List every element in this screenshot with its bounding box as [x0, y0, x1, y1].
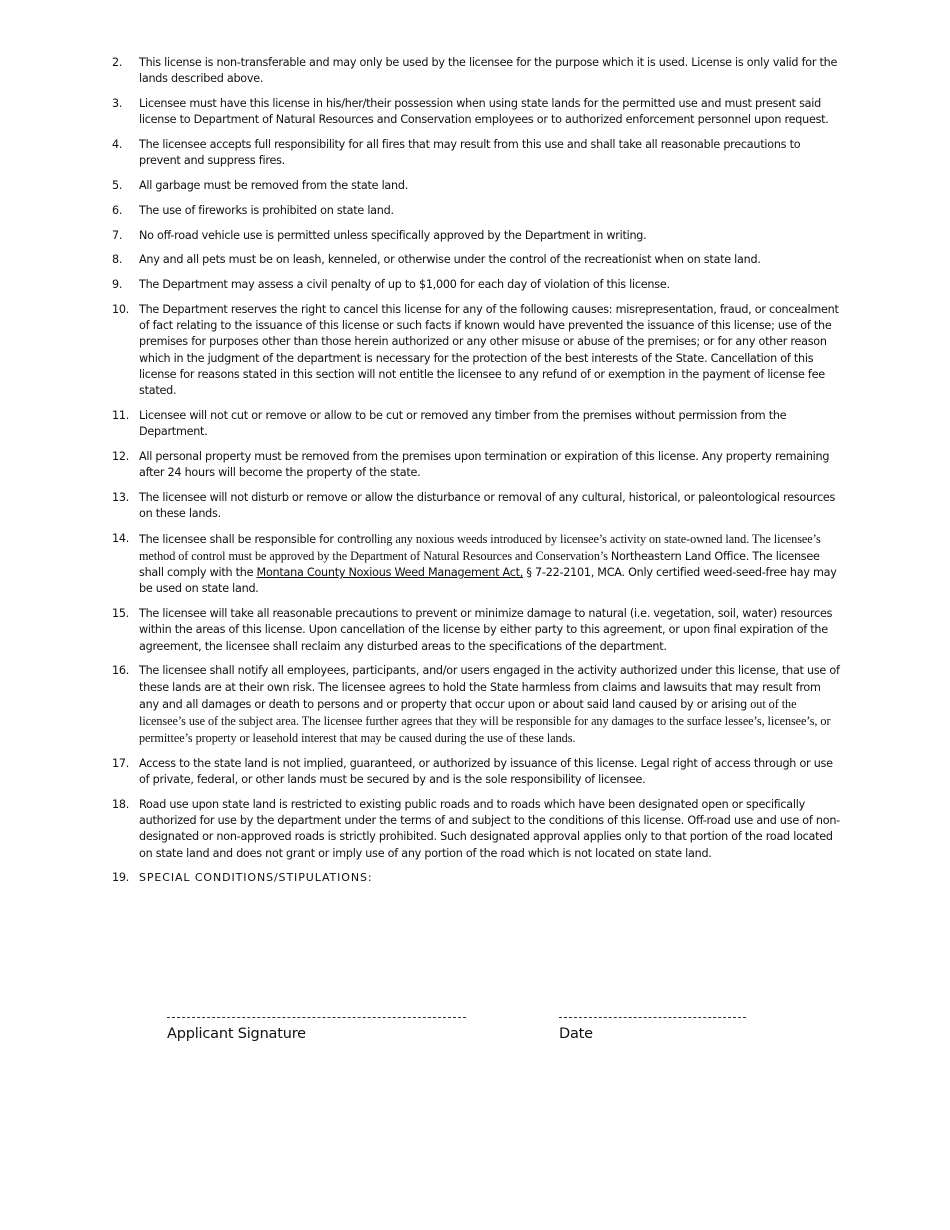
term-text: This license is non-transferable and may only be used by the licensee for the purpose which it is used. License is only valid for the lands described above. [139, 56, 838, 86]
term-9 [112, 277, 840, 293]
term-number: 11. [112, 408, 130, 422]
term-text: No off-road vehicle use is permitted unless specifically approved by the Department in writing. [139, 228, 647, 242]
term-4 [112, 137, 840, 169]
term-text [139, 531, 840, 598]
term-number: 13. [112, 490, 130, 504]
applicant-signature-line[interactable] [167, 1017, 466, 1018]
term-text: The licensee accepts full responsibility for all fires that may result from this use and shall take all reasonable precautions to prevent and suppress fires. [139, 138, 801, 168]
date-line[interactable] [559, 1017, 746, 1018]
special-conditions-heading: SPECIAL CONDITIONS/STIPULATIONS: [139, 871, 373, 885]
term-text: The licensee will not disturb or remove or allow the disturbance or removal of any cultural, historical, or paleontological resources on these lands. [139, 490, 836, 520]
term-number: 15. [112, 607, 130, 621]
term-number: 19. [112, 871, 130, 885]
term-text: Any and all pets must be on leash, kenneled, or otherwise under the control of the recreationist when on state land. [139, 253, 761, 267]
term-8 [112, 252, 840, 268]
term-3 [112, 96, 840, 128]
term-10 [112, 302, 840, 399]
term-number: 9. [112, 278, 123, 292]
term-5 [112, 178, 840, 194]
term-17 [112, 756, 840, 788]
term-7 [112, 228, 840, 244]
term-text-part: The licensee shall notify all employees, participants, and/or users engaged in the activity authorized under this license, that use of these lands are at their own risk. The licensee agrees to hold the State harmless from claims and lawsuits that may result from any and all damages or death to persons and or property that occur upon or about said land caused by or arising [139, 664, 840, 711]
term-6 [112, 203, 840, 219]
term-text-part: The licensee shall be responsible for controll [139, 532, 377, 546]
weed-act-link[interactable]: Montana County Noxious Weed Management Act, [256, 566, 524, 580]
term-19 [112, 870, 840, 886]
term-14 [112, 531, 840, 598]
term-number: 17. [112, 757, 130, 771]
term-text: All personal property must be removed from the premises upon termination or expiration of this license. Any property remaining after 24 hours will become the property of the state. [139, 449, 830, 479]
term-12 [112, 449, 840, 481]
term-number: 2. [112, 56, 123, 69]
term-text: The licensee will take all reasonable precautions to prevent or minimize damage to natural (i.e. vegetation, soil, water) resources within the areas of this license. Upon cancellation of the license by either party to this agreement, or upon final expiration of the agreement, the licensee shall reclaim any disturbed areas to the specifications of the department. [139, 607, 833, 653]
term-13 [112, 490, 840, 522]
term-text-part: § 7-22-2101, MCA. Only certified weed-seed-free hay may be used on state land. [139, 566, 837, 596]
term-11 [112, 408, 840, 440]
date-label: Date [559, 1026, 593, 1042]
term-number: 4. [112, 138, 123, 151]
term-number: 14. [112, 531, 130, 545]
term-text [139, 663, 840, 747]
term-number: 12. [112, 449, 130, 463]
term-number: 16. [112, 664, 130, 678]
license-terms-list [112, 55, 840, 895]
term-text-part: ing any noxious weeds introduced by licensee’s activity on state-owned land. The licensee’s method of control must be approved by the Department of Natural Resources and Conservation’s [139, 531, 821, 563]
term-number: 3. [112, 97, 123, 110]
term-text: The use of fireworks is prohibited on state land. [139, 203, 394, 217]
term-text-part: Northeastern Land Office. The licensee shall comply with the [139, 550, 820, 580]
term-2 [112, 55, 840, 87]
term-number: 5. [112, 179, 123, 192]
term-text-part: out of the licensee’s use of the subject area. The licensee further agrees that they will be responsible for any damages to the surface lessee’s, licensee’s, or permittee’s property or leasehold interest that may be caused during the use of these lands. [139, 696, 831, 746]
term-number: 6. [112, 203, 123, 217]
term-text: The Department may assess a civil penalty of up to $1,000 for each day of violation of this license. [139, 278, 670, 292]
term-number: 18. [112, 798, 130, 812]
term-text: Access to the state land is not implied, guaranteed, or authorized by issuance of this license. Legal right of access through or use of private, federal, or other lands must be secured by and is the sole responsibility of licensee. [139, 757, 833, 787]
term-text: Road use upon state land is restricted to existing public roads and to roads which have been designated open or specifically authorized for use by the department under the terms of and subject to the conditions of this license. Off-road use and use of non-designated or non-approved roads is strictly prohibited. Such designated approval applies only to that portion of the road located on state land and does not grant or imply use of any portion of the road which is not located on state land. [139, 798, 840, 860]
term-18 [112, 797, 840, 862]
term-text: Licensee will not cut or remove or allow to be cut or removed any timber from the premises without permission from the Department. [139, 408, 787, 438]
term-text: Licensee must have this license in his/her/their possession when using state lands for the permitted use and must present said license to Department of Natural Resources and Conservation employees or to authorized enforcement personnel upon request. [139, 97, 829, 127]
applicant-signature-label: Applicant Signature [167, 1026, 306, 1042]
term-number: 10. [112, 302, 130, 316]
term-text: All garbage must be removed from the state land. [139, 179, 409, 192]
term-15 [112, 606, 840, 655]
term-number: 7. [112, 228, 123, 242]
term-16 [112, 663, 840, 747]
term-number: 8. [112, 253, 123, 267]
term-text: The Department reserves the right to cancel this license for any of the following causes: misrepresentation, fraud, or concealment of fact relating to the issuance of this license or such facts if known would have prevented the issuance of this license; use of the premises for purposes other than those herein authorized or any other misuse or abuse of the premises; or for any other reason which in the judgment of the department is necessary for the protection of the best interests of the State. Cancellation of this license for reasons stated in this section will not entitle the licensee to any refund of or exemption in the payment of license fee stated. [139, 302, 839, 397]
